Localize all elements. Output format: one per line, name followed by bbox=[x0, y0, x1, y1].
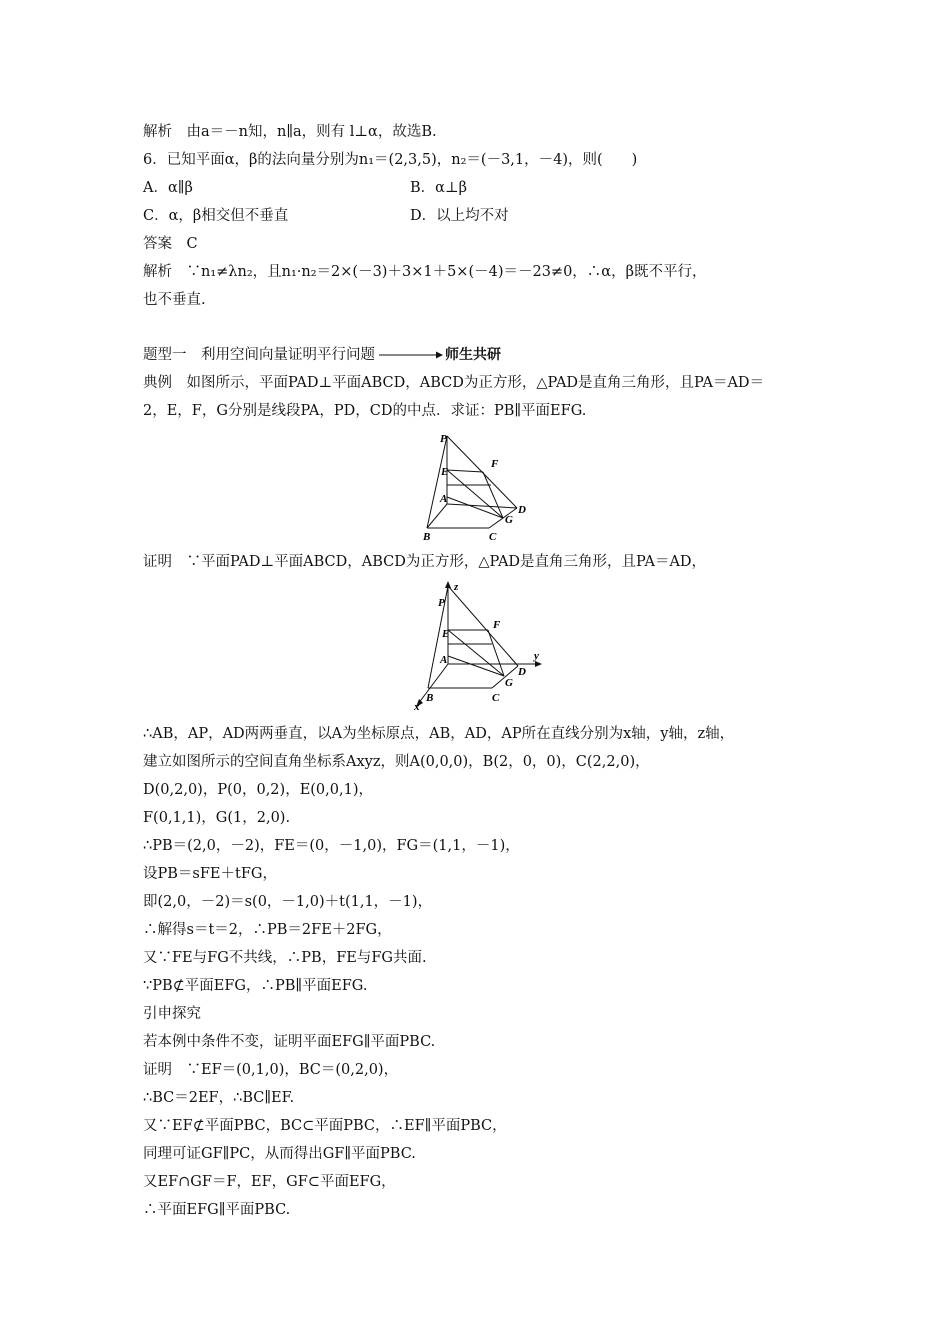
label-P: P bbox=[440, 433, 447, 445]
label-F2: F bbox=[493, 619, 501, 631]
proof-line-9: ∴解得s＝t＝2，∴PB＝2FE＋2FG， bbox=[143, 922, 392, 938]
extension-line-1: 若本例中条件不变，证明平面EFG∥平面PBC. bbox=[143, 1034, 436, 1050]
options-row-2 bbox=[143, 206, 843, 226]
label-D2: D bbox=[518, 666, 526, 678]
pyramid-figure bbox=[415, 430, 535, 545]
extension-line-7: ∴平面EFG∥平面PBC. bbox=[143, 1202, 291, 1218]
label-E: E bbox=[441, 466, 449, 478]
extension-line-5: 同理可证GF∥PC，从而得出GF∥平面PBC. bbox=[143, 1146, 416, 1162]
extension-line-3: ∴BC＝2EF，∴BC∥EF. bbox=[143, 1090, 295, 1106]
label-y: y bbox=[534, 650, 539, 662]
label-C: C bbox=[489, 531, 497, 543]
label-P2: P bbox=[438, 597, 445, 609]
option-c: C．α，β相交但不垂直 bbox=[143, 208, 289, 224]
label-z: z bbox=[454, 581, 459, 593]
label-D: D bbox=[518, 504, 526, 516]
label-E2: E bbox=[442, 628, 450, 640]
label-B2: B bbox=[426, 692, 434, 704]
solution-line-3: 也不垂直. bbox=[143, 292, 206, 308]
extension-heading: 引申探究 bbox=[143, 1006, 201, 1022]
proof-line-2: ∴AB，AP，AD两两垂直，以A为坐标原点，AB，AD，AP所在直线分别为x轴，y轴，z轴， bbox=[143, 726, 735, 742]
example-line-2: 2，E，F，G分别是线段PA，PD，CD的中点．求证：PB∥平面EFG. bbox=[143, 403, 587, 419]
section-heading bbox=[143, 345, 501, 365]
label-C2: C bbox=[492, 692, 500, 704]
heading-tag: 师生共研 bbox=[445, 347, 501, 363]
example-line-1: 典例 如图所示，平面PAD⊥平面ABCD，ABCD为正方形，△PAD是直角三角形，且PA＝AD＝ bbox=[143, 375, 765, 391]
extension-line-4: 又∵EF⊄平面PBC，BC⊂平面PBC，∴EF∥平面PBC， bbox=[143, 1118, 507, 1134]
proof-line-3: 建立如图所示的空间直角坐标系Axyz，则A(0,0,0)，B(2，0，0)，C(2,2,0)， bbox=[143, 754, 650, 770]
label-B: B bbox=[423, 531, 431, 543]
extension-line-6: 又EF∩GF＝F，EF，GF⊂平面EFG， bbox=[143, 1174, 396, 1190]
coordinate-figure bbox=[412, 580, 547, 710]
proof-line-11: ∵PB⊄平面EFG，∴PB∥平面EFG. bbox=[143, 978, 368, 994]
option-d: D．以上均不对 bbox=[410, 208, 509, 224]
label-G: G bbox=[505, 514, 513, 526]
question-6: 6．已知平面α，β的法向量分别为n₁＝(2,3,5)，n₂＝(－3,1，－4)，则( ) bbox=[143, 152, 638, 168]
heading-title: 题型一 利用空间向量证明平行问题 bbox=[143, 347, 375, 363]
proof-line-5: F(0,1,1)，G(1，2,0). bbox=[143, 810, 291, 826]
proof-line-7: 设PB＝sFE＋tFG， bbox=[143, 866, 277, 882]
solution-line-2: 解析 ∵n₁≠λn₂，且n₁·n₂＝2×(－3)＋3×1＋5×(－4)＝－23≠0，∴α，β既不平行， bbox=[143, 264, 707, 280]
label-x: x bbox=[414, 701, 420, 710]
label-G2: G bbox=[505, 677, 513, 689]
label-F: F bbox=[491, 458, 499, 470]
label-A: A bbox=[440, 493, 448, 505]
option-a: A．α∥β bbox=[143, 180, 193, 196]
answer-line: 答案 C bbox=[143, 236, 198, 252]
solution-line-1: 解析 由a＝－n知，n∥a，则有 l⊥α，故选B. bbox=[143, 124, 437, 140]
option-b: B．α⊥β bbox=[410, 180, 467, 196]
proof-line-8: 即(2,0，－2)＝s(0，－1,0)＋t(1,1，－1)， bbox=[143, 894, 433, 910]
proof-line-10: 又∵FE与FG不共线，∴PB，FE与FG共面. bbox=[143, 950, 427, 966]
extension-line-2: 证明 ∵EF＝(0,1,0)，BC＝(0,2,0)， bbox=[143, 1062, 399, 1078]
arrow-icon bbox=[379, 351, 443, 359]
proof-line-1: 证明 ∵平面PAD⊥平面ABCD，ABCD为正方形，△PAD是直角三角形，且PA＝AD， bbox=[143, 554, 707, 570]
proof-line-6: ∴PB＝(2,0，－2)，FE＝(0，－1,0)，FG＝(1,1，－1)， bbox=[143, 838, 520, 854]
proof-line-4: D(0,2,0)，P(0，0,2)，E(0,0,1)， bbox=[143, 782, 373, 798]
options-row-1 bbox=[143, 178, 843, 198]
label-A2: A bbox=[440, 654, 448, 666]
